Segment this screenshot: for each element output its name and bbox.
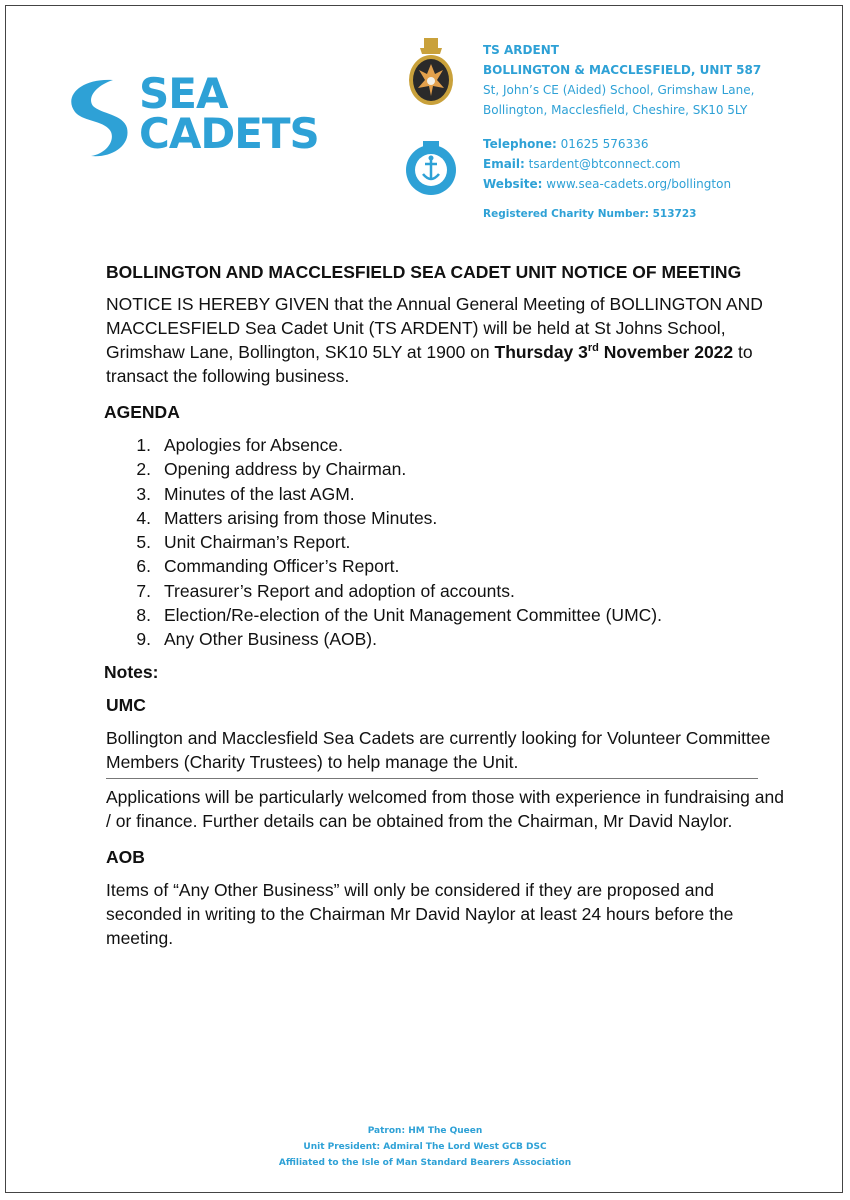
address-line-2: Bollington, Macclesfield, Cheshire, SK10 5LY [483, 103, 748, 117]
footer-patron: Patron: HM The Queen [367, 1126, 483, 1136]
footer [0, 1123, 850, 1171]
email-label: Email: [483, 157, 525, 171]
meeting-date [495, 342, 734, 362]
meeting-date-rest: November 2022 [603, 342, 734, 362]
website-row [483, 174, 823, 194]
notice-paragraph [106, 292, 786, 388]
agenda-item-text: Any Other Business (AOB). [164, 629, 377, 650]
email-link[interactable]: tsardent@btconnect.com [528, 157, 681, 171]
agenda-item [106, 433, 786, 457]
agenda-item [106, 603, 786, 627]
agenda-item-number: 1. [136, 435, 151, 455]
email-row [483, 154, 823, 174]
wave-logo-icon [61, 76, 139, 158]
unit-location: BOLLINGTON & MACCLESFIELD, UNIT 587 [483, 63, 762, 77]
notice-text-part1: NOTICE IS HEREBY GIVEN that the Annual General Meeting of BOLLINGTON AND MACCLESFIELD Sea Cadet Unit (TS ARDENT) will be held at St Johns School, Grimshaw Lane, Bollington, SK10 5LY at 1900 on [106, 294, 763, 362]
logo-word-sea: SEA [139, 69, 228, 118]
agenda-item-text: Election/Re-election of the Unit Management Committee (UMC). [164, 605, 662, 626]
agenda-item-text: Matters arising from those Minutes. [164, 507, 438, 528]
divider [106, 778, 758, 779]
agenda-item [106, 554, 786, 578]
unit-name: TS ARDENT [483, 43, 559, 57]
website-label: Website: [483, 177, 543, 191]
logo-wordmark [139, 69, 319, 158]
aob-paragraph: Items of “Any Other Business” will only be considered if they are proposed and seconded in writing to the Chairman Mr David Naylor at least 24 hours before the meeting. [106, 879, 734, 948]
agenda-item-number: 9. [136, 629, 151, 650]
footer-president: Unit President: Admiral The Lord West GCB DSC [303, 1142, 547, 1152]
telephone-label: Telephone: [483, 137, 557, 151]
footer-affiliation: Affiliated to the Isle of Man Standard Bearers Association [278, 1158, 572, 1168]
notes-heading: Notes: [104, 661, 159, 682]
telephone-row [483, 134, 823, 154]
agenda-item [106, 482, 786, 506]
address-line-1: St, John’s CE (Aided) School, Grimshaw Lane, [483, 83, 755, 97]
agenda-item-number: 3. [136, 483, 151, 504]
agenda-item-number: 7. [136, 580, 151, 601]
agenda-item-number: 2. [136, 459, 151, 480]
sea-cadet-corps-roundel-icon [403, 140, 459, 196]
agenda-item-text: Treasurer’s Report and adoption of accounts. [164, 580, 515, 601]
umc-paragraph-2: Applications will be particularly welcomed from those with experience in fundraising and / or finance. Further details can be obtained from the Chairman, Mr David Naylor. [106, 786, 784, 831]
agenda-item-text: Opening address by Chairman. [164, 459, 407, 480]
agenda-item [106, 579, 786, 603]
notice-title: BOLLINGTON AND MACCLESFIELD SEA CADET UNIT NOTICE OF MEETING [106, 262, 742, 282]
agenda-item-number: 6. [136, 556, 151, 577]
umc-paragraph-1: Bollington and Macclesfield Sea Cadets are currently looking for Volunteer Committee Members (Charity Trustees) to help manage the Unit. [106, 727, 771, 772]
notice-text-part2: to transact the following business. [106, 342, 753, 386]
agenda-item-number: 4. [136, 507, 151, 528]
meeting-date-suffix: rd [587, 342, 599, 355]
website-link[interactable]: www.sea-cadets.org/bollington [546, 177, 732, 191]
ts-ardent-crest-icon [406, 36, 456, 108]
agenda-item-number: 8. [136, 605, 151, 626]
contact-block [483, 40, 823, 224]
agenda-item-text: Apologies for Absence. [164, 435, 344, 455]
agenda-heading: AGENDA [104, 402, 180, 422]
agenda-item [106, 530, 786, 554]
telephone-value: 01625 576336 [560, 137, 649, 151]
agenda-item-text: Unit Chairman’s Report. [164, 532, 351, 553]
agenda-item-text: Minutes of the last AGM. [164, 483, 355, 504]
agenda-item-text: Commanding Officer’s Report. [164, 556, 400, 577]
aob-heading: AOB [106, 846, 145, 867]
sea-cadets-logo [57, 68, 319, 163]
meeting-date-day: Thursday 3 [494, 342, 588, 362]
notice-body [106, 260, 786, 950]
agenda-item [106, 506, 786, 530]
agenda-item-number: 5. [136, 532, 151, 553]
logo-word-cadets: CADETS [139, 109, 319, 158]
umc-heading: UMC [106, 694, 146, 715]
agenda-list [106, 433, 786, 652]
charity-number: Registered Charity Number: 513723 [483, 208, 697, 220]
agenda-item [106, 627, 786, 651]
agenda-item [106, 457, 786, 481]
